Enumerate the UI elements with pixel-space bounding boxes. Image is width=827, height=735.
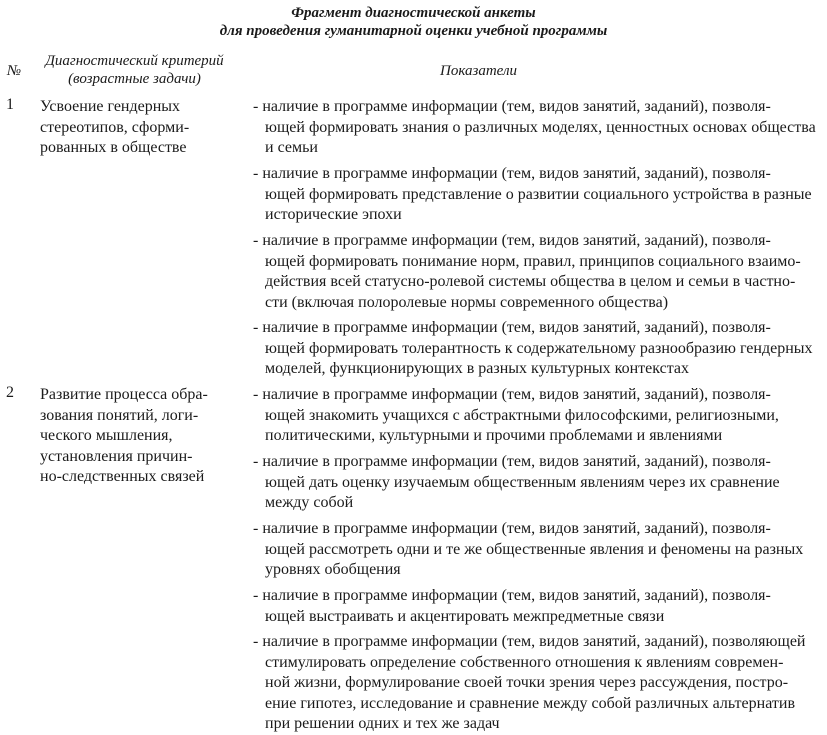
- indicator-item: [253, 519, 817, 581]
- indicator-item: [253, 385, 817, 447]
- indicator-line: уровнях обобщения: [265, 561, 401, 578]
- indicator-line: ющей формировать понимание норм, правил, принципов социального взаимо-: [265, 252, 801, 270]
- indicator-item: [253, 231, 817, 313]
- header-number: №: [7, 63, 22, 79]
- row-number: 1: [6, 96, 14, 113]
- indicator-line: ной жизни, формулирование своей точки зрения через рассуждения, постро-: [265, 674, 789, 691]
- criterion-line: стереотипов, сформи-: [40, 118, 190, 136]
- header-criterion: [32, 52, 237, 88]
- indicator-line: - наличие в программе информации (тем, видов занятий, заданий), позволя-: [253, 587, 771, 604]
- row-criterion: [40, 385, 240, 488]
- row-criterion: [40, 97, 240, 159]
- document-subtitle: для проведения гуманитарной оценки учебной программы: [219, 23, 608, 39]
- indicator-line: - наличие в программе информации (тем, видов занятий, заданий), позволя-: [253, 319, 771, 336]
- indicator-line: ющей знакомить учащихся с абстрактными философскими, религиозными,: [265, 406, 779, 424]
- indicator-item: [253, 586, 817, 627]
- indicator-line: при решении одних и тех же задач: [265, 715, 500, 732]
- header-indicators: Показатели: [440, 63, 517, 79]
- indicator-line: - наличие в программе информации (тем, видов занятий, заданий), позволя-: [253, 386, 771, 403]
- indicator-line: политическими, культурными и прочими проблемами и явлениями: [265, 427, 723, 444]
- indicator-item: [253, 97, 817, 159]
- indicator-line: между собой: [265, 494, 354, 511]
- indicator-line: - наличие в программе информации (тем, видов занятий, заданий), позволя-: [253, 165, 771, 182]
- criterion-line: Усвоение гендерных: [40, 98, 181, 115]
- indicator-line: стимулировать определение собственного отношения к явлениям современ-: [265, 653, 784, 671]
- indicator-item: [253, 164, 817, 226]
- indicator-item: [253, 632, 817, 735]
- criterion-line: ческого мышления,: [40, 427, 173, 444]
- criterion-line: но-следственных связей: [40, 468, 205, 485]
- indicator-line: ющей выстраивать и акцентировать межпредметные связи: [265, 607, 665, 625]
- indicator-line: исторические эпохи: [265, 206, 402, 223]
- document-title: Фрагмент диагностической анкеты: [291, 5, 536, 21]
- row-number: 2: [6, 384, 14, 401]
- indicator-item: [253, 452, 817, 514]
- criterion-line: рованных в обществе: [40, 139, 187, 156]
- indicator-line: ющей дать оценку изучаемым общественным явлениям через их сравнение: [265, 473, 780, 491]
- header-criterion-line1: Диагностический критерий: [45, 53, 224, 69]
- indicator-line: ющей формировать толерантность к содержательному разнообразию гендерных: [265, 339, 813, 357]
- indicator-line: - наличие в программе информации (тем, видов занятий, заданий), позволя-: [253, 520, 771, 537]
- indicator-line: моделей, функционирующих в разных культурных контекстах: [265, 360, 690, 377]
- indicator-line: - наличие в программе информации (тем, видов занятий, заданий), позволяющей: [253, 633, 806, 650]
- indicator-line: ющей рассмотреть одни и те же общественные явления и феномены на разных: [265, 540, 804, 558]
- indicator-line: действия всей статусно-ролевой системы общества в целом и семьи в частно-: [265, 273, 796, 290]
- indicator-line: ение гипотез, исследование и сравнение между собой различных альтернатив: [265, 694, 795, 712]
- indicator-line: сти (включая полоролевые нормы современного общества): [265, 293, 669, 311]
- criterion-line: установления причин-: [40, 447, 193, 465]
- indicator-line: - наличие в программе информации (тем, видов занятий, заданий), позволя-: [253, 453, 771, 470]
- criterion-line: зования понятий, логи-: [40, 406, 199, 424]
- header-criterion-line2: (возрастные задачи): [68, 71, 201, 87]
- indicator-line: ющей формировать знания о различных моделях, ценностных основах общества: [265, 118, 816, 136]
- indicator-line: ющей формировать представление о развитии социального устройства в разные: [265, 185, 812, 203]
- indicator-line: - наличие в программе информации (тем, видов занятий, заданий), позволя-: [253, 232, 771, 249]
- indicator-item: [253, 318, 817, 380]
- indicator-line: и семьи: [265, 139, 318, 156]
- indicator-line: - наличие в программе информации (тем, видов занятий, заданий), позволя-: [253, 98, 771, 115]
- criterion-line: Развитие процесса обра-: [40, 386, 208, 403]
